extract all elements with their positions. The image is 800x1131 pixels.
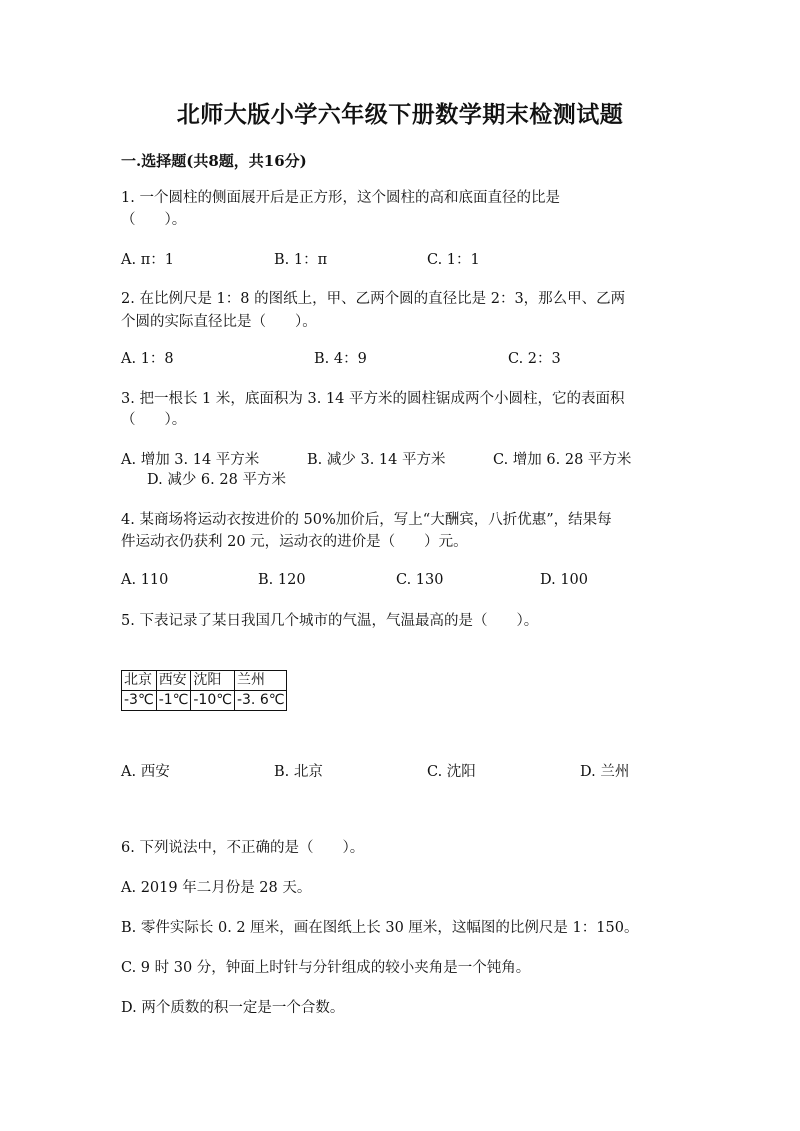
page-title: 北师大版小学六年级下册数学期末检测试题	[176, 101, 624, 128]
question-1-option-b[interactable]: B. 1：π	[274, 252, 328, 268]
table-cell-city: 兰州	[234, 671, 287, 691]
question-6-option-a[interactable]: A. 2019 年二月份是 28 天。	[121, 880, 312, 896]
temperature-table	[121, 670, 287, 711]
question-2-option-c[interactable]: C. 2：3	[508, 351, 561, 367]
table-cell-city: 沈阳	[191, 671, 235, 691]
question-1-option-a[interactable]: A. π：1	[121, 252, 174, 268]
question-6-option-c[interactable]: C. 9 时 30 分，钟面上时针与分针组成的较小夹角是一个钝角。	[121, 960, 531, 976]
table-cell-temp: -3. 6℃	[234, 691, 287, 711]
table-cell-temp: -3℃	[122, 691, 157, 711]
table-row-cities	[122, 671, 287, 691]
question-6-option-d[interactable]: D. 两个质数的积一定是一个合数。	[121, 1000, 345, 1016]
question-4-option-c[interactable]: C. 130	[396, 572, 444, 588]
question-3-text-line-1: 3. 把一根长 1 米，底面积为 3. 14 平方米的圆柱锯成两个小圆柱，它的表面积	[121, 391, 625, 407]
question-4-option-a[interactable]: A. 110	[121, 572, 169, 588]
question-4-option-b[interactable]: B. 120	[258, 572, 306, 588]
question-3-text-line-2: （ ）。	[121, 412, 187, 428]
question-4-text-line-2: 件运动衣仍获利 20 元，运动衣的进价是（ ）元。	[121, 534, 468, 550]
question-1-text-line-2: （ ）。	[121, 212, 187, 228]
section-heading: 一.选择题(共8题，共16分)	[121, 152, 307, 170]
table-cell-city: 北京	[122, 671, 157, 691]
question-2-text-line-2: 个圆的实际直径比是（ ）。	[121, 314, 317, 330]
question-2-text-line-1: 2. 在比例尺是 1：8 的图纸上，甲、乙两个圆的直径比是 2：3，那么甲、乙两	[121, 291, 626, 307]
question-2-option-b[interactable]: B. 4：9	[314, 351, 367, 367]
question-4-text-line-1: 4. 某商场将运动衣按进价的 50%加价后，写上“大酬宾，八折优惠”，结果每	[121, 512, 612, 528]
table-row-temps	[122, 691, 287, 711]
question-6-text-line-1: 6. 下列说法中，不正确的是（ ）。	[121, 840, 365, 856]
question-2-option-a[interactable]: A. 1：8	[121, 351, 174, 367]
question-6-option-b[interactable]: B. 零件实际长 0. 2 厘米，画在图纸上长 30 厘米，这幅图的比例尺是 1：150。	[121, 920, 639, 936]
question-5-text-line-1: 5. 下表记录了某日我国几个城市的气温，气温最高的是（ ）。	[121, 613, 539, 629]
table-cell-temp: -10℃	[191, 691, 235, 711]
question-5-option-b[interactable]: B. 北京	[274, 764, 323, 780]
question-3-option-c[interactable]: C. 增加 6. 28 平方米	[493, 452, 632, 468]
question-3-option-b[interactable]: B. 减少 3. 14 平方米	[307, 452, 446, 468]
table-cell-city: 西安	[156, 671, 191, 691]
table-cell-temp: -1℃	[156, 691, 191, 711]
question-1-option-c[interactable]: C. 1：1	[427, 252, 480, 268]
question-1-text-line-1: 1. 一个圆柱的侧面展开后是正方形，这个圆柱的高和底面直径的比是	[121, 190, 560, 206]
question-4-option-d[interactable]: D. 100	[540, 572, 589, 588]
question-5-option-d[interactable]: D. 兰州	[580, 764, 630, 780]
question-3-option-a[interactable]: A. 增加 3. 14 平方米	[121, 452, 260, 468]
question-5-option-a[interactable]: A. 西安	[121, 764, 170, 780]
question-3-option-d[interactable]: D. 减少 6. 28 平方米	[147, 472, 286, 488]
question-5-option-c[interactable]: C. 沈阳	[427, 764, 476, 780]
